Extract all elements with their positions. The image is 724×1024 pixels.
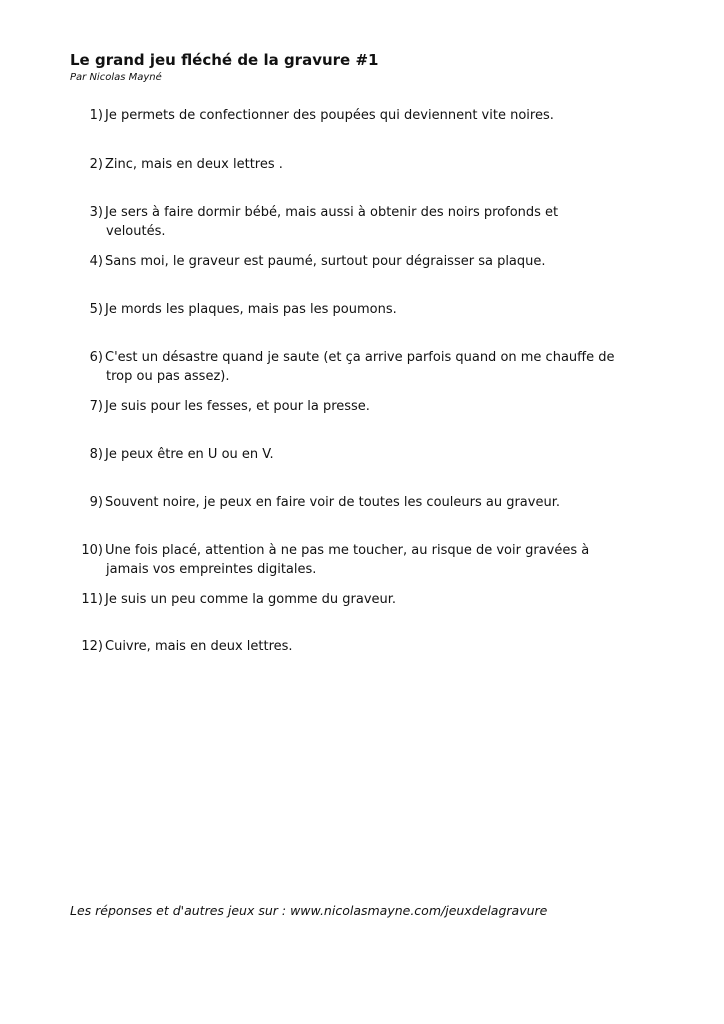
clue-item [76, 590, 636, 609]
clue-text [103, 541, 636, 579]
clue-number: 12) [81, 639, 103, 654]
clue-item [76, 348, 636, 386]
clue-line: veloutés. [106, 224, 166, 239]
clue-number: 11) [81, 592, 103, 607]
clue-line: Je sers à faire dormir bébé, mais aussi à obtenir des noirs profonds et [105, 205, 559, 220]
clue-item [76, 155, 636, 174]
clue-line: Je permets de confectionner des poupées qui deviennent vite noires. [105, 108, 554, 123]
clue-number: 2) [89, 157, 103, 172]
clue-text [103, 445, 636, 464]
author-byline: Par Nicolas Mayné [70, 72, 162, 83]
clue-number: 8) [89, 447, 103, 462]
clue-item [76, 445, 636, 464]
clue-line: Zinc, mais en deux lettres . [105, 157, 283, 172]
clue-line: Je suis pour les fesses, et pour la presse. [105, 399, 370, 414]
clue-item [76, 397, 636, 416]
footer-link-text: Les réponses et d'autres jeux sur : www.nicolasmayne.com/jeuxdelagravure [70, 903, 548, 918]
clue-text [103, 252, 636, 271]
clue-line: Sans moi, le graveur est paumé, surtout pour dégraisser sa plaque. [105, 254, 546, 269]
clue-number: 1) [89, 108, 103, 123]
clue-line: Je mords les plaques, mais pas les poumons. [105, 302, 397, 317]
clue-line: Je suis un peu comme la gomme du graveur. [105, 592, 397, 607]
clue-item [76, 541, 636, 579]
clue-item [76, 493, 636, 512]
clue-text [103, 348, 636, 386]
clue-number: 9) [89, 495, 103, 510]
clue-line: Je peux être en U ou en V. [105, 447, 274, 462]
clue-text [103, 590, 636, 609]
clue-number: 5) [89, 302, 103, 317]
clue-number: 4) [89, 254, 103, 269]
clue-text [103, 106, 636, 125]
clue-text [103, 493, 636, 512]
clue-line: jamais vos empreintes digitales. [106, 562, 317, 577]
clue-text [103, 300, 636, 319]
clue-item [76, 203, 636, 241]
clue-number: 10) [81, 543, 103, 558]
clue-item [76, 637, 636, 656]
clue-number: 6) [89, 350, 103, 365]
clue-item [76, 300, 636, 319]
clue-text [103, 397, 636, 416]
clue-line: Cuivre, mais en deux lettres. [105, 639, 293, 654]
clue-item [76, 106, 636, 125]
clue-line: Une fois placé, attention à ne pas me toucher, au risque de voir gravées à [105, 543, 590, 558]
clue-line: C'est un désastre quand je saute (et ça arrive parfois quand on me chauffe de [105, 350, 615, 365]
clue-item [76, 252, 636, 271]
clue-text [103, 203, 636, 241]
clue-line: trop ou pas assez). [106, 369, 230, 384]
clue-number: 7) [89, 399, 103, 414]
clue-text [103, 155, 636, 174]
page-title: Le grand jeu fléché de la gravure #1 [70, 51, 379, 69]
clue-text [103, 637, 636, 656]
clue-number: 3) [89, 205, 103, 220]
clue-line: Souvent noire, je peux en faire voir de toutes les couleurs au graveur. [105, 495, 560, 510]
